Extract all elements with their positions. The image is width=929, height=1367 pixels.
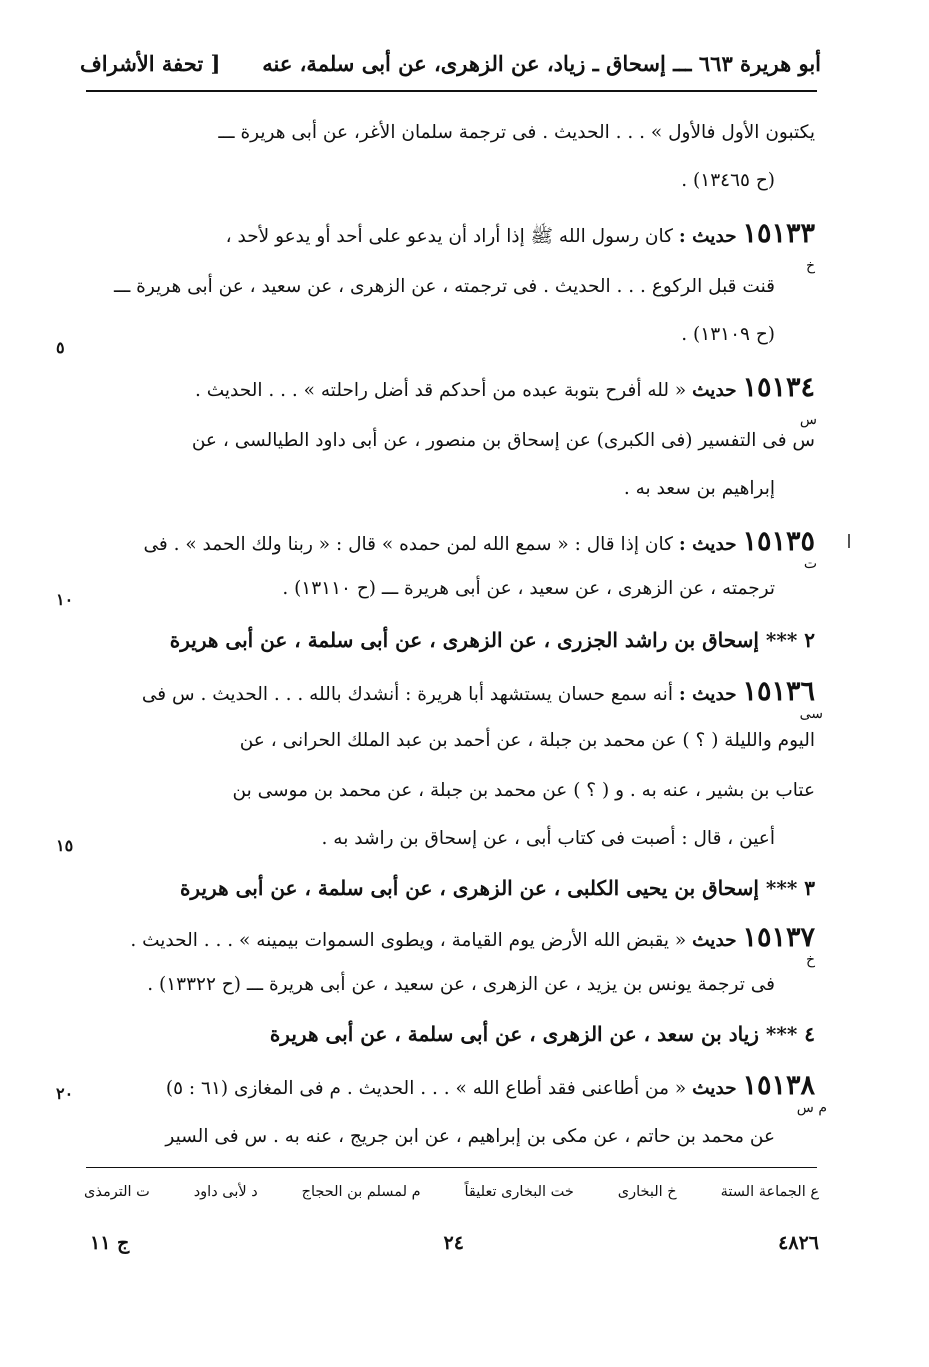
hadith-label: حديث :	[678, 226, 737, 247]
text-line: يكتبون الأول فالأول » . . . الحديث . فى ترجمة سلمان الأغر، عن أبى هريرة ـــ	[218, 122, 815, 143]
hadith-number: ١٥١٣٦	[742, 676, 815, 707]
hadith-number: ١٥١٣٤	[742, 372, 815, 403]
hadith-label: حديث	[692, 930, 737, 951]
volume-number: ج ١١	[90, 1232, 130, 1254]
footer-rule	[86, 1167, 817, 1168]
legend-item: د لأبى داود	[193, 1184, 258, 1200]
hadith-entry	[84, 526, 815, 566]
hadith-text: « يقبض الله الأرض يوم القيامة ، ويطوى السموات بيمينه » . . . الحديث .	[130, 930, 687, 951]
legend-item: خ البخارى	[617, 1184, 677, 1200]
collection-sigil: سى	[799, 706, 823, 722]
text-line: (ح ١٣٤٦٥) .	[681, 170, 775, 191]
line-count-marker: ٥	[56, 338, 65, 357]
collection-sigil: خ	[805, 258, 815, 274]
hadith-number: ١٥١٣٣	[742, 218, 815, 249]
header-rule	[86, 90, 817, 92]
text-line: عتاب بن بشير ، عنه به . و ( ؟ ) عن محمد بن جبلة ، عن محمد بن موسى بن	[232, 780, 815, 801]
hadith-label: حديث :	[678, 684, 737, 705]
legend-item: م لمسلم بن الحجاج	[301, 1184, 421, 1200]
page-code: ٤٨٢٦	[778, 1232, 819, 1254]
hadith-entry	[84, 676, 815, 716]
hadith-text: أنه سمع حسان يستشهد أبا هريرة : أنشدك بالله . . . الحديث . س فى	[141, 684, 673, 705]
chain-heading: ٣ *** إسحاق بن يحيى الكلبى ، عن الزهرى ، عن أبى سلمة ، عن أبى هريرة	[179, 876, 815, 900]
page-header	[80, 40, 821, 86]
margin-mark	[848, 534, 850, 548]
line-count-marker: ١٥	[56, 836, 74, 855]
text-line: إبراهيم بن سعد به .	[623, 478, 775, 499]
text-line: عن محمد بن حاتم ، عن مكى بن إبراهيم ، عن ابن جريج ، عنه به . س فى السير	[165, 1126, 775, 1147]
hadith-text: « لله أفرح بتوبة عبده من أحدكم قد أضل راحلته » . . . الحديث .	[194, 380, 687, 401]
hadith-number: ١٥١٣٧	[742, 922, 815, 953]
text-line: أعين ، قال : أصبت فى كتاب أبى ، عن إسحاق بن راشد به .	[321, 828, 775, 849]
legend-item: ع الجماعة الستة	[720, 1184, 819, 1200]
text-line: ترجمته ، عن الزهرى ، عن سعيد ، عن أبى هريرة ـــ (ح ١٣١١٠) .	[282, 578, 775, 599]
page-number: ٢٤	[443, 1232, 464, 1254]
hadith-text: « من أطاعنى فقد أطاع الله » . . . الحديث . م فى المغازى (٦١ : ٥)	[165, 1078, 687, 1099]
hadith-entry	[84, 218, 815, 258]
text-line: قنت قبل الركوع . . . الحديث . فى ترجمته ، عن الزهرى ، عن سعيد ، عن أبى هريرة ـــ	[114, 276, 775, 297]
hadith-number: ١٥١٣٥	[742, 526, 815, 557]
text-line: (ح ١٣١٠٩) .	[681, 324, 775, 345]
header-book-title: [ تحفة الأشراف	[80, 50, 221, 76]
hadith-text: كان إذا قال : « سمع الله لمن حمده » قال : « ربنا ولك الحمد » . فى	[143, 534, 673, 555]
chain-heading: ٢ *** إسحاق بن راشد الجزرى ، عن الزهرى ، عن أبى سلمة ، عن أبى هريرة	[169, 628, 815, 652]
hadith-entry	[84, 1070, 815, 1110]
collection-sigil: خ	[805, 952, 815, 968]
hadith-label: حديث	[692, 1078, 737, 1099]
legend-item: ت الترمذى	[84, 1184, 150, 1200]
text-line: س فى التفسير (فى الكبرى) عن إسحاق بن منصور ، عن أبى داود الطيالسى ، عن	[191, 430, 815, 451]
collection-sigil: س	[799, 412, 817, 428]
hadith-entry	[84, 922, 815, 962]
collection-sigil: م س	[796, 1100, 827, 1116]
line-count-marker: ٢٠	[56, 1084, 74, 1103]
page-footer	[90, 1226, 819, 1260]
legend-item: خت البخارى تعليقاً	[464, 1184, 574, 1200]
chain-heading: ٤ *** زياد بن سعد ، عن الزهرى ، عن أبى سلمة ، عن أبى هريرة	[269, 1022, 815, 1046]
abbreviation-legend	[84, 1178, 819, 1206]
text-line: اليوم والليلة ( ؟ ) عن محمد بن جبلة ، عن أحمد بن عبد الملك الحرانى ، عن	[239, 730, 815, 751]
line-count-marker: ١٠	[56, 590, 74, 609]
collection-sigil: ت	[803, 556, 817, 572]
header-running-title: أبو هريرة ٦٦٣ ـــ إسحاق ـ زياد، عن الزهرى، عن أبى سلمة، عنه	[262, 50, 821, 76]
hadith-entry	[84, 372, 815, 412]
hadith-label: حديث :	[678, 534, 737, 555]
text-line: فى ترجمة يونس بن يزيد ، عن الزهرى ، عن سعيد ، عن أبى هريرة ـــ (ح ١٣٣٢٢) .	[147, 974, 775, 995]
hadith-number: ١٥١٣٨	[742, 1070, 815, 1101]
hadith-label: حديث	[692, 380, 737, 401]
hadith-text: كان رسول الله ﷺ إذا أراد أن يدعو على أحد أو يدعو لأحد ،	[225, 226, 673, 247]
